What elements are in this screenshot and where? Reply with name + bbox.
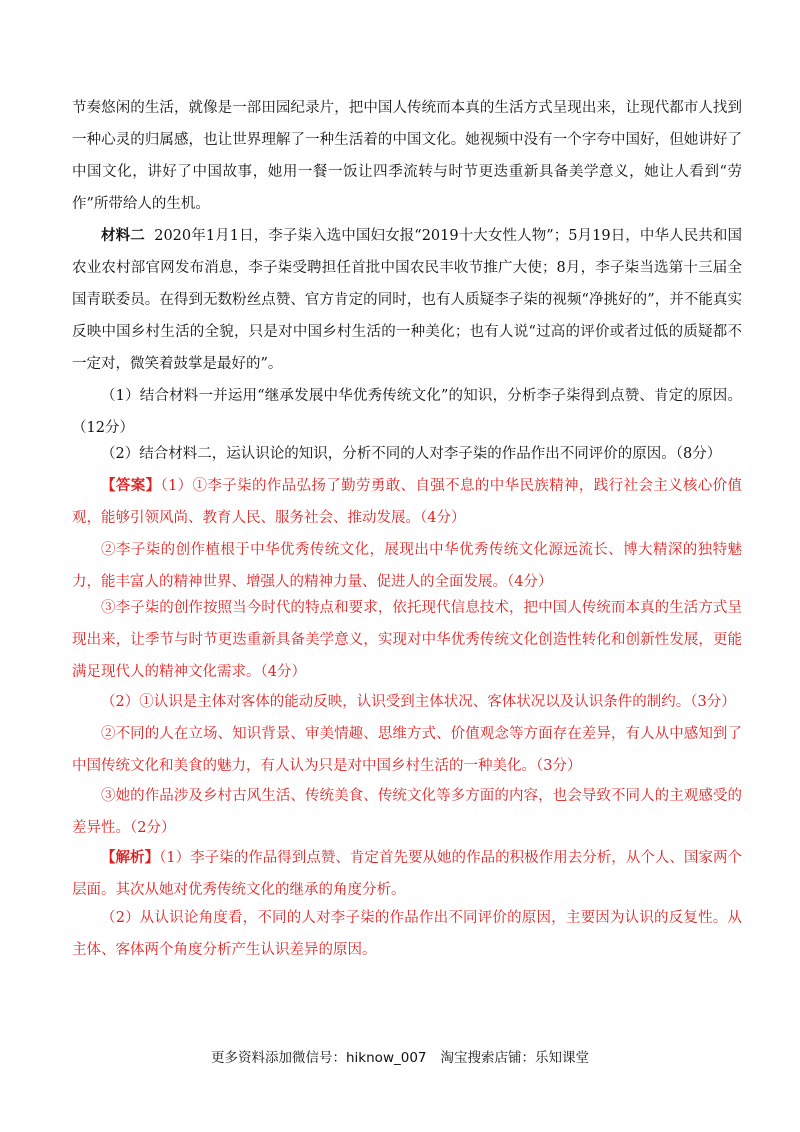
- analysis-1: [72, 842, 742, 906]
- answer-tag: 【答案】: [101, 477, 161, 494]
- footer-shop: 淘宝搜索店铺：乐知课堂: [440, 1050, 589, 1066]
- question-2: （2）结合材料二，运认识论的知识，分析不同的人对李子柒的作品作出不同评价的原因。（8分）: [101, 446, 722, 462]
- question-1: （1）结合材料一并运用“继承发展中华优秀传统文化”的知识，分析李子柒得到点赞、肯定的原因。（12分）: [72, 388, 742, 436]
- page-footer: [0, 1046, 800, 1066]
- material2-text: 2020年1月1日，李子柒入选中国妇女报“2019十大女性人物”；5月19日，中华人民共和国农业农村部官网发布消息，李子柒受聘担任首批中国农民丰收节推广大使；8月，李子柒当选第十三届全国青联委员。在得到无数粉丝点赞、官方肯定的同时，也有人质疑李子柒的视频“净挑好的”，并不能真实反映中国乡村生活的全貌，只是对中国乡村生活的一种美化；也有人说“过高的评价或者过低的质疑都不一定对，微笑着鼓掌是最好的”。: [72, 228, 743, 372]
- answer-1-text: （1）①李子柒的作品弘扬了勤劳勇敢、自强不息的中华民族精神，践行社会主义核心价值观，能够引领风尚、教育人民、服务社会、推动发展。（4分）: [72, 478, 742, 526]
- footer-wechat: 更多资料添加微信号：hiknow_007: [211, 1050, 427, 1066]
- answer-part2-3: ③她的作品涉及乡村古风生活、传统美食、传统文化等多方面的内容，也会导致不同人的主观感受的差异性。（2分）: [72, 788, 742, 836]
- material2-paragraph: [72, 220, 742, 380]
- answer-part2-2: ②不同的人在立场、知识背景、审美情趣、思维方式、价值观念等方面存在差异，有人从中感知到了中国传统文化和美食的魅力，有人认为只是对中国乡村生活的一种美化。（3分）: [72, 726, 742, 774]
- analysis-2: （2）从认识论角度看，不同的人对李子柒的作品作出不同评价的原因，主要因为认识的反复性。从主体、客体两个角度分析产生认识差异的原因。: [72, 910, 742, 958]
- answer-1: [72, 470, 742, 534]
- answer-3: ③李子柒的创作按照当今时代的特点和要求，依托现代信息技术，把中国人传统而本真的生活方式呈现出来，让季节与时节更迭重新具备美学意义，实现对中华优秀传统文化创造性转化和创新性发展，更能满足现代人的精神文化需求。（4分）: [72, 600, 742, 680]
- answer-2: ②李子柒的创作植根于中华优秀传统文化，展现出中华优秀传统文化源远流长、博大精深的独特魅力，能丰富人的精神世界、增强人的精神力量、促进人的全面发展。（4分）: [72, 542, 742, 590]
- material2-label: 材料二: [101, 227, 145, 244]
- intro-paragraph: 节奏悠闲的生活，就像是一部田园纪录片，把中国人传统而本真的生活方式呈现出来，让现代都市人找到一种心灵的归属感，也让世界理解了一种生活着的中国文化。她视频中没有一个字夸中国好，但她讲好了中国文化，讲好了中国故事，她用一餐一饭让四季流转与时节更迭重新具备美学意义，她让人看到“劳作”所带给人的生机。: [72, 100, 742, 212]
- analysis-1-text: （1）李子柒的作品得到点赞、肯定首先要从她的作品的积极作用去分析，从个人、国家两个层面。其次从她对优秀传统文化的继承的角度分析。: [72, 850, 742, 898]
- analysis-tag: 【解析】: [101, 849, 160, 866]
- answer-part2-1: （2）①认识是主体对客体的能动反映，认识受到主体状况、客体状况以及认识条件的制约。（3分）: [101, 694, 736, 710]
